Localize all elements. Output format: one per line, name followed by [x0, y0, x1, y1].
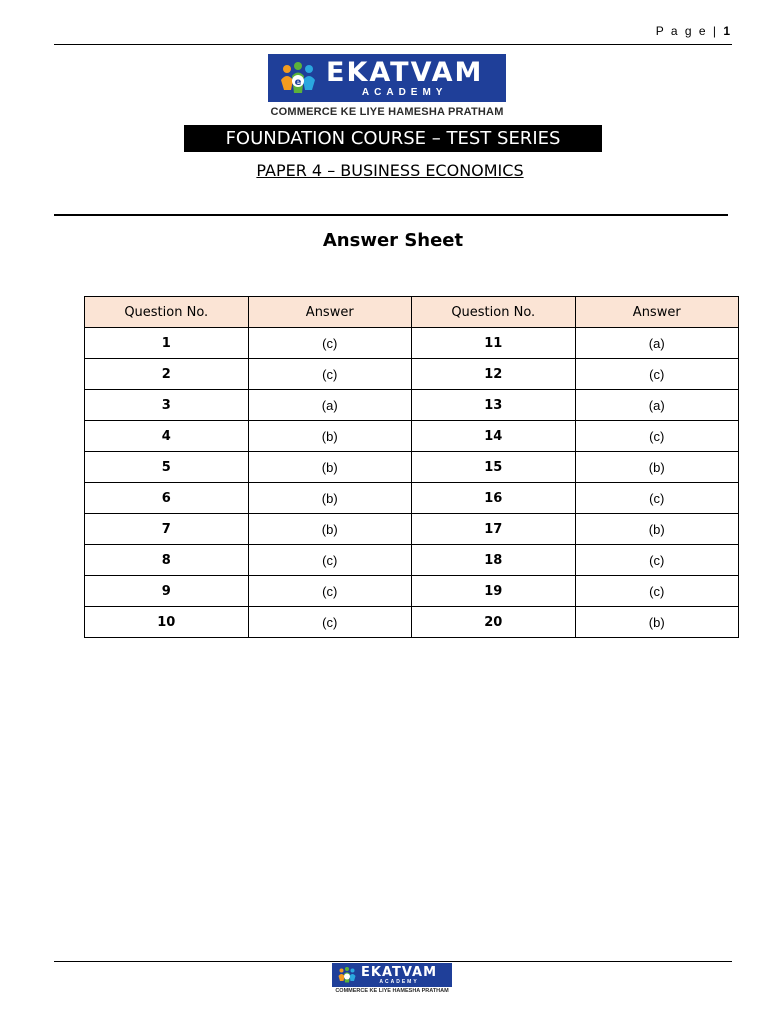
question-number-cell: 10 — [85, 607, 249, 638]
footer-tagline: COMMERCE KE LIYE HAMESHA PRATHAM — [335, 988, 449, 994]
question-number-cell: 17 — [412, 514, 576, 545]
column-header: Question No. — [85, 297, 249, 328]
answer-cell: (b) — [248, 483, 412, 514]
table-row — [85, 359, 739, 390]
paper-title: PAPER 4 – BUSINESS ECONOMICS — [256, 161, 524, 180]
question-number-cell: 7 — [85, 514, 249, 545]
question-number-cell: 19 — [412, 576, 576, 607]
answer-cell: (c) — [248, 576, 412, 607]
answer-cell: (c) — [575, 483, 739, 514]
question-number-cell: 1 — [85, 328, 249, 359]
question-number-cell: 11 — [412, 328, 576, 359]
title-divider — [54, 214, 728, 216]
question-number-cell: 16 — [412, 483, 576, 514]
question-number-cell: 8 — [85, 545, 249, 576]
answer-cell: (c) — [248, 328, 412, 359]
answer-cell: (a) — [575, 328, 739, 359]
answer-cell: (b) — [575, 452, 739, 483]
table-row — [85, 328, 739, 359]
header-logo — [268, 54, 506, 102]
question-number-cell: 20 — [412, 607, 576, 638]
answer-cell: (b) — [575, 607, 739, 638]
footer-logo — [332, 963, 452, 987]
column-header: Answer — [248, 297, 412, 328]
answer-cell: (b) — [248, 452, 412, 483]
footer-logo-name: EKATVAM — [361, 964, 438, 980]
table-row — [85, 607, 739, 638]
question-number-cell: 2 — [85, 359, 249, 390]
answer-cell: (c) — [248, 607, 412, 638]
logo-name: EKATVAM — [326, 56, 484, 88]
column-header: Answer — [575, 297, 739, 328]
table-row — [85, 452, 739, 483]
answer-cell: (c) — [575, 421, 739, 452]
table-row — [85, 483, 739, 514]
question-number-cell: 13 — [412, 390, 576, 421]
table-row — [85, 390, 739, 421]
answer-table-header — [85, 297, 739, 328]
table-row — [85, 421, 739, 452]
people-circle-logo-icon — [278, 60, 318, 96]
footer-divider — [54, 961, 732, 962]
page-label: P a g e | — [655, 24, 718, 38]
answer-cell: (a) — [575, 390, 739, 421]
answer-cell: (b) — [575, 514, 739, 545]
question-number-cell: 3 — [85, 390, 249, 421]
question-number-cell: 9 — [85, 576, 249, 607]
course-title: FOUNDATION COURSE – TEST SERIES — [184, 125, 602, 152]
answer-cell: (b) — [248, 514, 412, 545]
answer-cell: (c) — [575, 359, 739, 390]
question-number-cell: 12 — [412, 359, 576, 390]
table-row — [85, 576, 739, 607]
table-row — [85, 545, 739, 576]
answer-table — [84, 296, 739, 638]
answer-cell: (c) — [575, 545, 739, 576]
question-number-cell: 14 — [412, 421, 576, 452]
answer-cell: (c) — [248, 359, 412, 390]
answer-cell: (a) — [248, 390, 412, 421]
question-number-cell: 18 — [412, 545, 576, 576]
logo-sub: ACADEMY — [361, 86, 448, 98]
page-number — [656, 24, 730, 38]
answer-cell: (c) — [248, 545, 412, 576]
logo-tagline: COMMERCE KE LIYE HAMESHA PRATHAM — [270, 106, 504, 118]
footer-logo-sub: ACADEMY — [379, 978, 419, 985]
question-number-cell: 15 — [412, 452, 576, 483]
question-number-cell: 4 — [85, 421, 249, 452]
svg-text:e: e — [294, 77, 302, 88]
question-number-cell: 5 — [85, 452, 249, 483]
table-row — [85, 514, 739, 545]
header-divider — [54, 44, 732, 45]
column-header: Question No. — [412, 297, 576, 328]
question-number-cell: 6 — [85, 483, 249, 514]
people-circle-logo-icon — [337, 966, 357, 984]
page-number-value: 1 — [723, 24, 730, 38]
sheet-title: Answer Sheet — [322, 230, 464, 251]
answer-cell: (b) — [248, 421, 412, 452]
answer-cell: (c) — [575, 576, 739, 607]
